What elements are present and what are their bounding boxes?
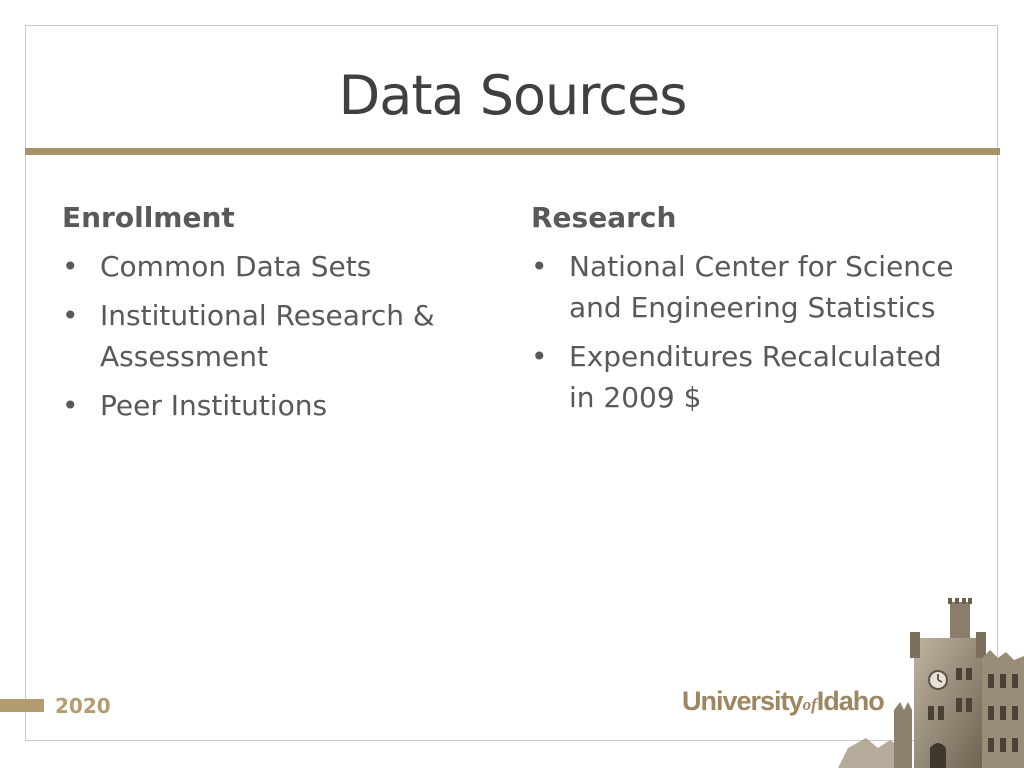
bullet-icon: •	[531, 340, 548, 373]
bullet-list	[531, 246, 971, 418]
list-item	[62, 295, 482, 377]
title-divider	[25, 148, 1000, 155]
bullet-icon: •	[62, 299, 79, 332]
bullet-icon: •	[531, 250, 548, 283]
bullet-text: Institutional Research & Assessment	[100, 299, 435, 373]
enrollment-column	[62, 196, 482, 434]
bullet-text: National Center for Science and Engineering Statistics	[569, 250, 954, 324]
footer-year: 2020	[55, 694, 111, 718]
clock-tower-building-image	[838, 598, 1024, 768]
bullet-text: Common Data Sets	[100, 250, 372, 283]
column-heading: Research	[531, 201, 677, 234]
list-item	[62, 385, 482, 426]
logo-word-idaho: Idaho	[816, 686, 884, 716]
list-item	[531, 246, 971, 328]
list-item	[531, 336, 971, 418]
bullet-icon: •	[62, 389, 79, 422]
bullet-icon: •	[62, 250, 79, 283]
bullet-list	[62, 246, 482, 426]
column-heading: Enrollment	[62, 201, 235, 234]
list-item	[62, 246, 482, 287]
bullet-text: Expenditures Recalculated in 2009 $	[569, 340, 942, 414]
research-column	[531, 196, 971, 426]
bullet-text: Peer Institutions	[100, 389, 328, 422]
footer-accent-bar	[0, 699, 44, 712]
logo-word-of: of	[802, 695, 817, 714]
logo-word-university: University	[682, 686, 803, 716]
slide-title: Data Sources	[338, 64, 687, 127]
